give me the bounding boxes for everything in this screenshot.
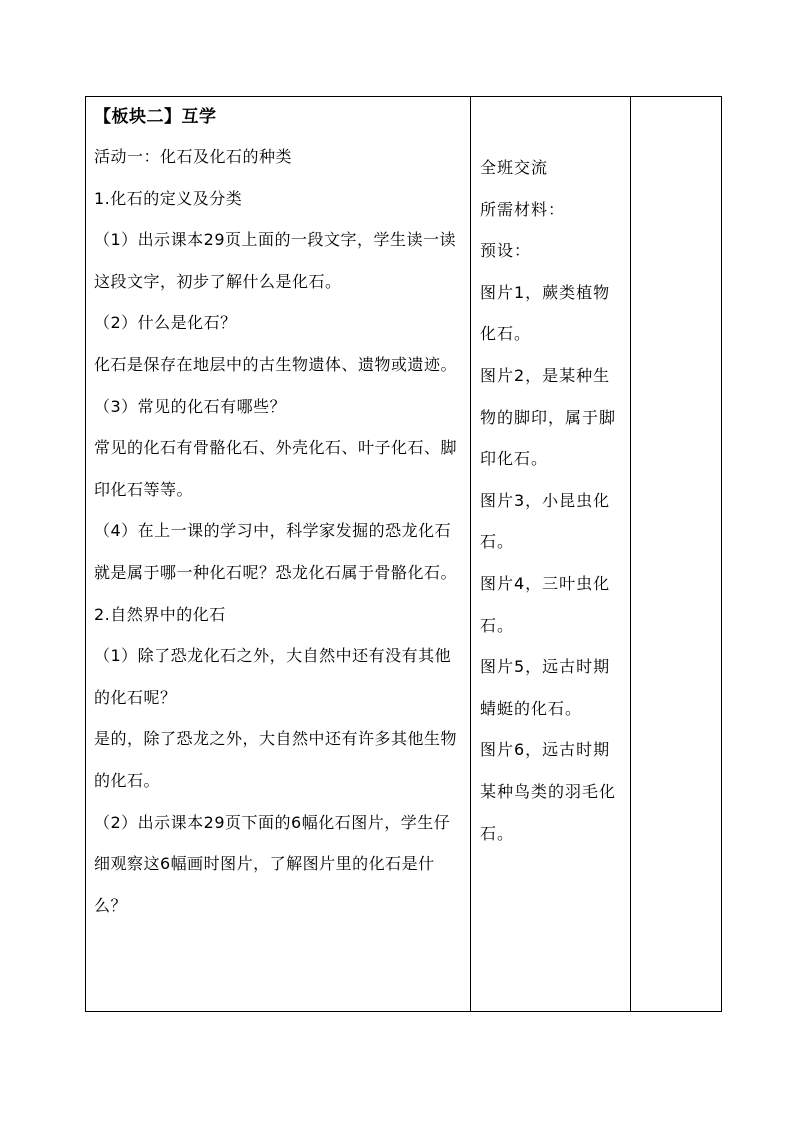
note-line: 图片5，远古时期蜻蜓的化石。 [480,657,611,718]
subsection-heading: 1.化石的定义及分类 [94,188,243,208]
note-line: 图片4，三叶虫化石。 [480,573,611,635]
note-line: 图片1，蕨类植物化石。 [480,282,611,344]
question: （3）常见的化石有哪些？ [94,396,287,416]
section-title: 【板块二】互学 [94,107,217,127]
note-line: 预设： [480,241,532,261]
answer: 常见的化石有骨骼化石、外壳化石、叶子化石、脚印化石等等。 [94,438,458,499]
lesson-plan-table [85,96,722,1012]
note-line: 全班交流 [480,158,549,177]
paragraph: （1）出示课本29页上面的一段文字，学生读一读这段文字，初步了解什么是化石。 [94,230,457,291]
student-activity-cell [471,97,631,1012]
teaching-activity-cell [86,97,471,1012]
subsection-heading: 2.自然界中的化石 [94,604,226,624]
question: （2）什么是化石？ [94,313,237,333]
paragraph: （4）在上一课的学习中，科学家发掘的恐龙化石就是属于哪一种化石呢？恐龙化石属于骨骼化石。 [94,521,458,582]
note-line: 图片2，是某种生物的脚印，属于脚印化石。 [480,365,617,469]
note-line: 所需材料： [480,199,566,219]
answer: 是的，除了恐龙之外，大自然中还有许多其他生物的化石。 [94,729,458,790]
note-line: 图片6，远古时期某种鸟类的羽毛化石。 [480,740,617,843]
table-row [86,97,722,1012]
note-line: 图片3，小昆虫化石。 [480,490,611,552]
notes-cell [631,97,722,1012]
question: （1）除了恐龙化石之外，大自然中还有没有其他的化石呢？ [94,646,452,707]
answer: 化石是保存在地层中的古生物遗体、遗物或遗迹。 [94,354,458,374]
activity-title: 活动一：化石及化石的种类 [94,147,293,166]
paragraph: （2）出示课本29页下面的6幅化石图片，学生仔细观察这6幅画时图片，了解图片里的化石是什么？ [94,812,451,915]
